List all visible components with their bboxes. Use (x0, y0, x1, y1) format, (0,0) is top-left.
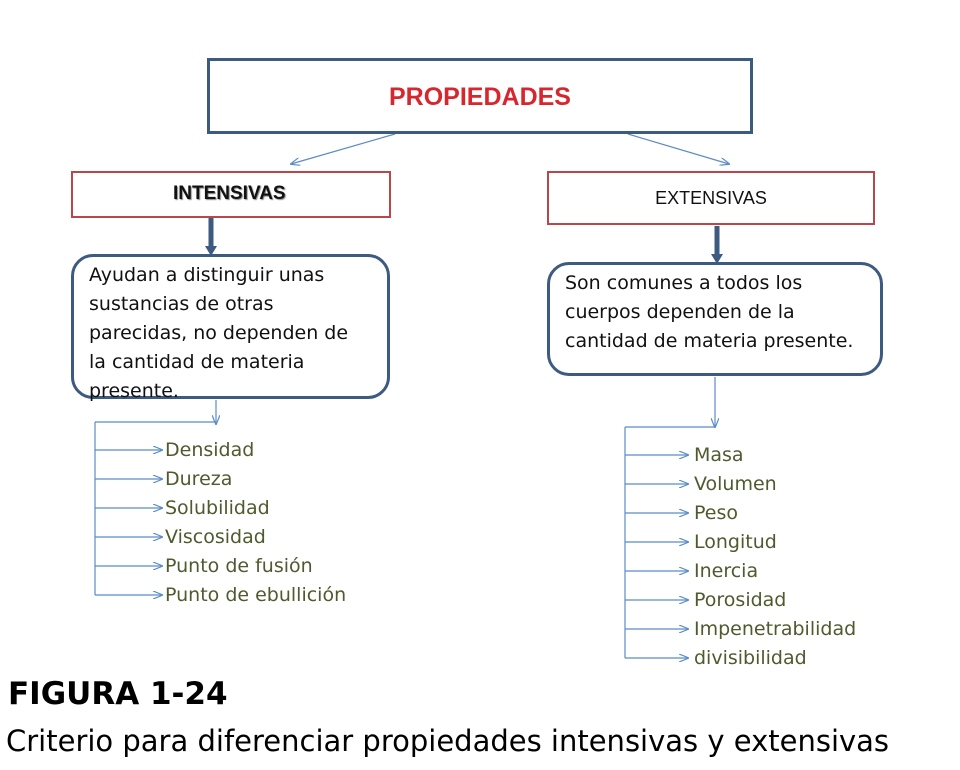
extensivas-description: Son comunes a todos los cuerpos dependen de la cantidad de materia presente. (565, 272, 854, 352)
extensivas-item: Impenetrabilidad (694, 618, 857, 640)
arrow-title-to-extensivas (628, 134, 729, 164)
diagram-title: PROPIEDADES (389, 83, 571, 111)
extensivas-item: Volumen (694, 473, 777, 495)
intensivas-item: Dureza (165, 468, 233, 490)
extensivas-box (547, 171, 875, 225)
extensivas-label: EXTENSIVAS (655, 188, 767, 208)
intensivas-item: Viscosidad (165, 526, 266, 548)
extensivas-item: Inercia (694, 560, 759, 582)
extensivas-description-box (547, 262, 883, 376)
intensivas-item: Punto de ebullición (165, 584, 347, 606)
extensivas-item: Masa (694, 444, 744, 466)
intensivas-label: INTENSIVAS (173, 183, 286, 204)
figure-caption: Criterio para diferenciar propiedades intensivas y extensivas (6, 724, 890, 758)
intensivas-description: Ayudan a distinguir unas sustancias de otras parecidas, no dependen de la cantidad de materia presente. (89, 264, 349, 402)
figure-label: FIGURA 1-24 (8, 676, 228, 712)
extensivas-item: Peso (694, 502, 738, 524)
arrow-title-to-intensivas (291, 134, 395, 164)
extensivas-item: Porosidad (694, 589, 787, 611)
intensivas-description-box (71, 254, 390, 402)
intensivas-item: Densidad (165, 439, 255, 461)
intensivas-item: Punto de fusión (165, 555, 313, 577)
intensivas-item: Solubilidad (165, 497, 270, 519)
extensivas-item: divisibilidad (694, 647, 807, 669)
extensivas-item: Longitud (694, 531, 777, 553)
intensivas-box (71, 171, 391, 218)
title-box (207, 58, 753, 134)
